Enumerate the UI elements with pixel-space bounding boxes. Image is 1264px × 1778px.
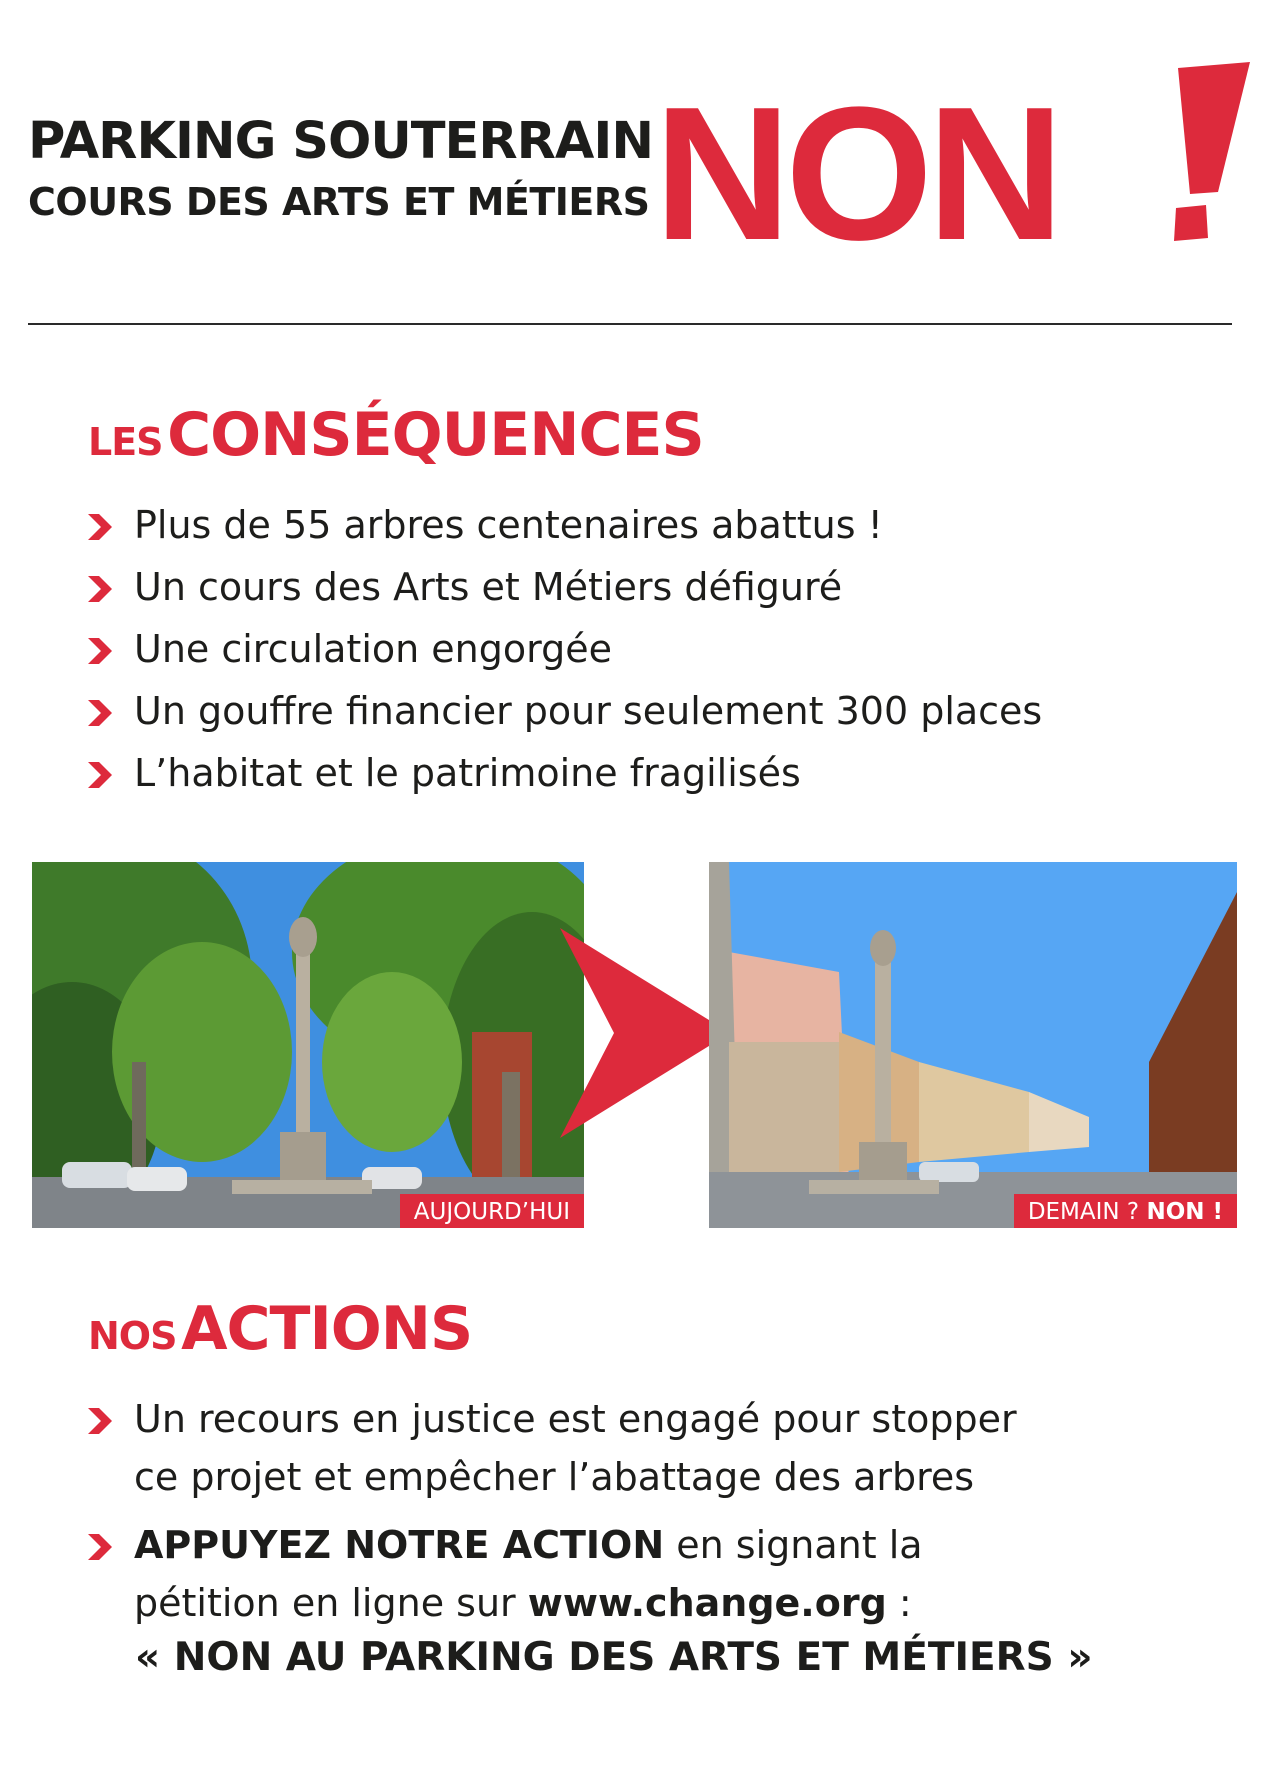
action-2-strong: APPUYEZ NOTRE ACTION (134, 1523, 665, 1567)
consequences-title (88, 400, 704, 470)
chevron-right-icon (88, 1408, 112, 1434)
consequence-text: L’habitat et le patrimoine fragilisés (134, 751, 801, 795)
list-item (88, 1390, 1248, 1506)
chevron-right-icon (88, 762, 112, 788)
today-caption: AUJOURD’HUI (400, 1194, 584, 1228)
list-item (88, 1516, 1248, 1632)
actions-list (88, 1390, 1248, 1632)
street-without-trees-illustration (709, 862, 1237, 1228)
petition-slogan: « NON AU PARKING DES ARTS ET MÉTIERS » (135, 1635, 1093, 1680)
chevron-right-icon (88, 638, 112, 664)
action-2-text: en signant la (664, 1523, 923, 1567)
exclamation-mark (1144, 60, 1254, 250)
consequences-title-prefix: LES (88, 420, 163, 464)
tomorrow-caption-text: DEMAIN ? (1027, 1199, 1140, 1225)
list-item (88, 556, 1042, 618)
consequences-title-main: CONSÉQUENCES (167, 400, 704, 470)
chevron-right-icon (88, 576, 112, 602)
action-1-line-2: ce projet et empêcher l’abattage des arbres (134, 1455, 975, 1499)
action-2-line-2-pre: pétition en ligne sur (134, 1581, 528, 1625)
tomorrow-caption-strong: NON ! (1146, 1199, 1223, 1225)
list-item (88, 680, 1042, 742)
action-2-line-2-post: : (886, 1581, 912, 1625)
tomorrow-caption (1014, 1194, 1237, 1228)
action-1-line-1: Un recours en justice est engagé pour stopper (134, 1397, 1017, 1441)
street-with-trees-illustration (32, 862, 584, 1228)
chevron-right-icon (88, 700, 112, 726)
consequence-text: Une circulation engorgée (134, 627, 612, 671)
chevron-right-icon (88, 1534, 112, 1560)
actions-title-prefix: NOS (88, 1314, 177, 1358)
photo-tomorrow (709, 862, 1237, 1228)
header-divider (28, 323, 1232, 325)
consequences-list (88, 494, 1042, 804)
consequence-text: Un cours des Arts et Métiers défiguré (134, 565, 843, 609)
header-line-2: COURS DES ARTS ET MÉTIERS (28, 180, 650, 224)
consequence-text: Un gouffre financier pour seulement 300 places (134, 689, 1043, 733)
photo-today (32, 862, 584, 1228)
actions-title (88, 1294, 472, 1364)
petition-link[interactable]: www.change.org (527, 1581, 887, 1625)
header-line-1: PARKING SOUTERRAIN (28, 112, 654, 171)
list-item (88, 742, 1042, 804)
chevron-right-icon (88, 514, 112, 540)
consequence-text: Plus de 55 arbres centenaires abattus ! (134, 503, 883, 547)
list-item (88, 494, 1042, 556)
list-item (88, 618, 1042, 680)
arrow-right-icon (560, 928, 730, 1138)
non-headline: NON (654, 68, 1059, 280)
actions-title-main: ACTIONS (181, 1294, 473, 1364)
